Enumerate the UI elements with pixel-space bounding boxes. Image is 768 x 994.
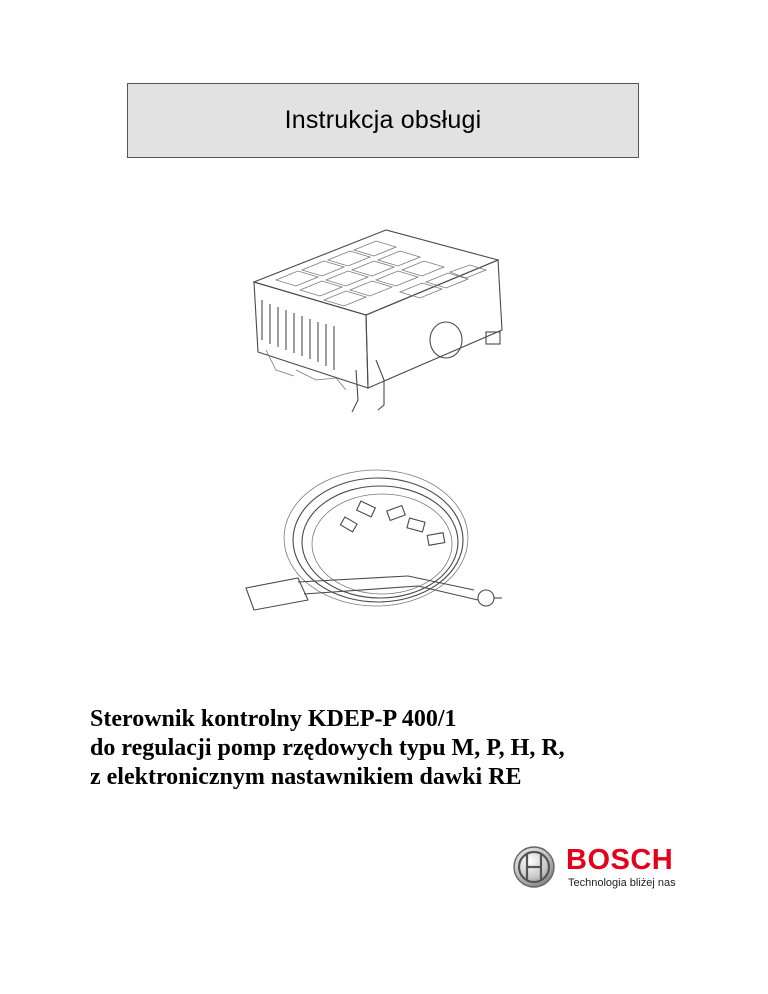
document-subtitle [90, 705, 710, 792]
title-box [127, 83, 639, 158]
cable-harness-illustration [238, 460, 528, 650]
subtitle-line: Sterownik kontrolny KDEP-P 400/1 [90, 706, 457, 732]
brand-tagline: Technologia bliżej nas [568, 877, 676, 889]
subtitle-line: do regulacji pomp rzędowych typu M, P, H, R, [90, 735, 565, 761]
bosch-armature-icon [512, 845, 556, 889]
bosch-logo [512, 843, 692, 897]
document-title: Instrukcja obsługi [284, 106, 482, 134]
control-unit-illustration [236, 220, 532, 434]
brand-name: BOSCH [566, 844, 674, 876]
subtitle-line: z elektronicznym nastawnikiem dawki RE [90, 764, 522, 790]
